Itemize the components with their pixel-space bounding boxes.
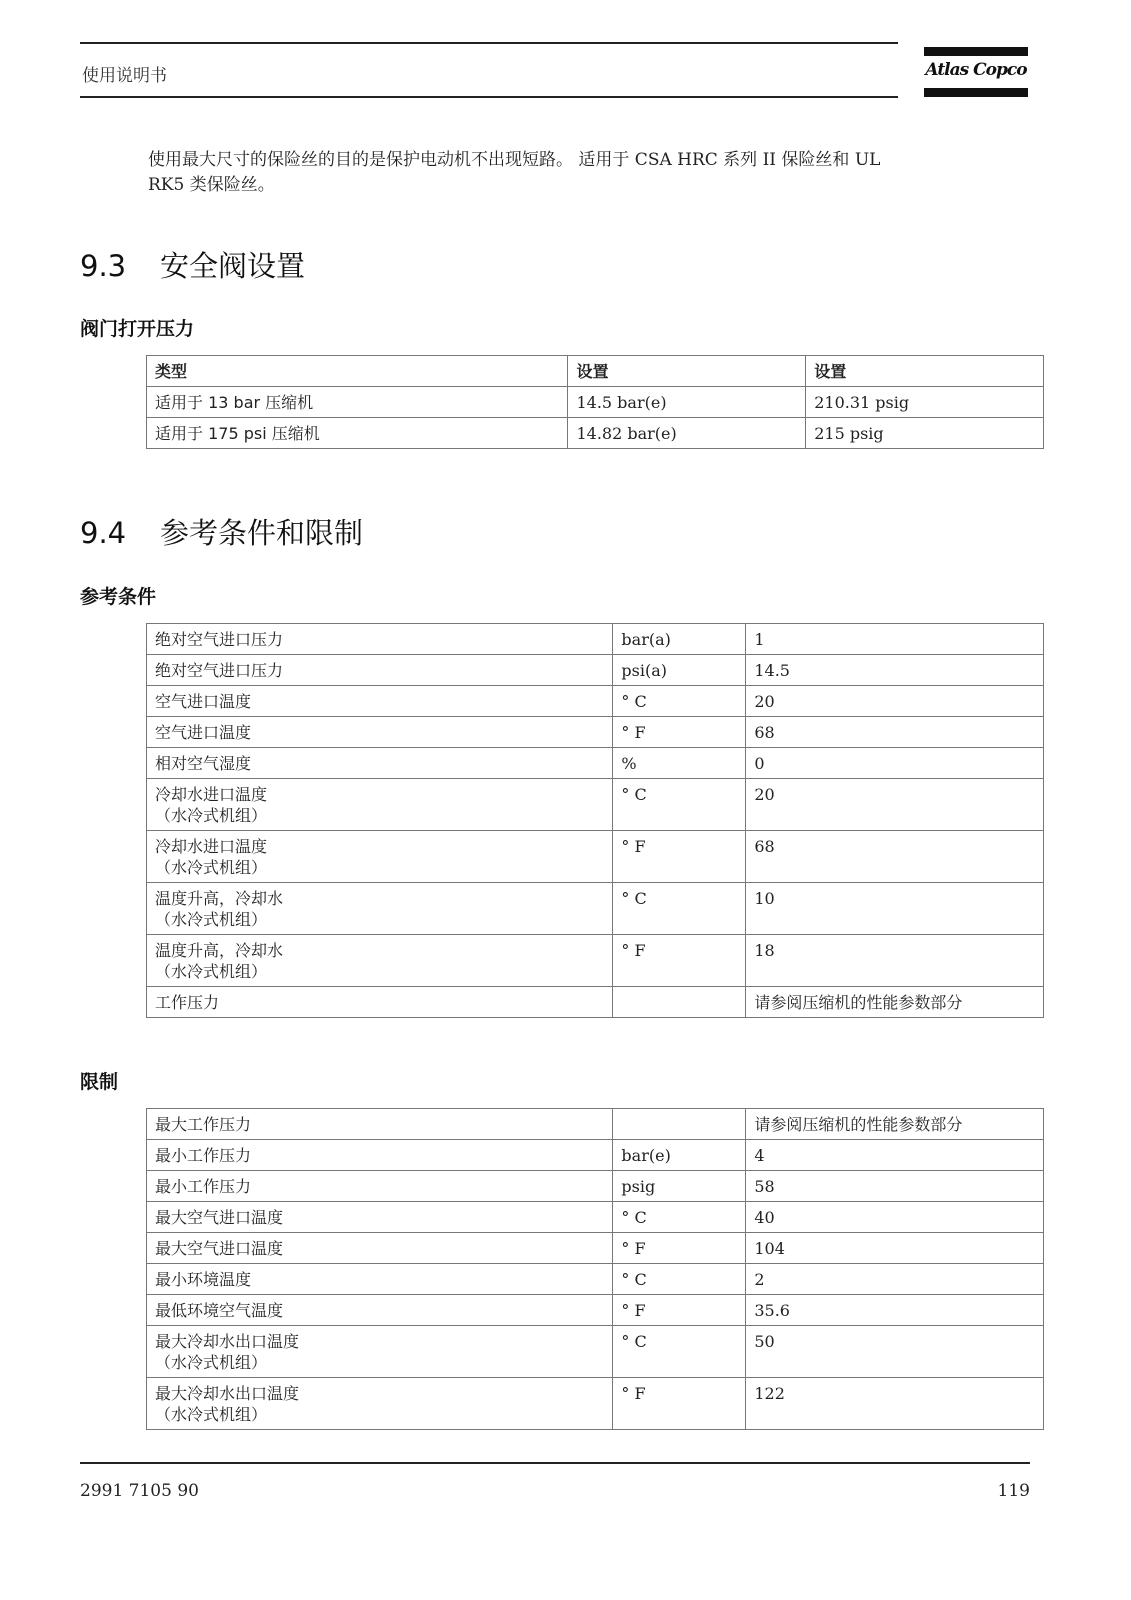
table-row bbox=[147, 1264, 1044, 1295]
limits-heading: 限制 bbox=[80, 1071, 119, 1093]
logo-bottom-bar bbox=[924, 88, 1028, 97]
cell-setting-bar: 14.5 bar(e) bbox=[568, 387, 806, 418]
logo-text: Atlas Copco bbox=[925, 60, 1027, 80]
parameter-name: 最小工作压力 bbox=[155, 1177, 252, 1196]
parameter-note: （水冷式机组） bbox=[155, 1353, 268, 1372]
logo-top-bar bbox=[924, 47, 1028, 56]
cell-value: 2 bbox=[746, 1264, 1044, 1295]
document-number: 2991 7105 90 bbox=[80, 1481, 199, 1501]
parameter-note: （水冷式机组） bbox=[155, 806, 268, 825]
cell-value: 58 bbox=[746, 1171, 1044, 1202]
cell-parameter bbox=[147, 1171, 613, 1202]
table-row bbox=[147, 987, 1044, 1018]
header-bottom-rule bbox=[80, 96, 898, 98]
table-row bbox=[147, 418, 1044, 449]
cell-parameter bbox=[147, 1378, 613, 1430]
cell-value: 20 bbox=[746, 779, 1044, 831]
section-9-4-heading bbox=[80, 511, 363, 552]
parameter-name: 最大冷却水出口温度 bbox=[155, 1384, 300, 1403]
col-header-setting-bar: 设置 bbox=[568, 356, 806, 387]
table-row bbox=[147, 1233, 1044, 1264]
table-row bbox=[147, 655, 1044, 686]
cell-parameter bbox=[147, 1295, 613, 1326]
cell-parameter bbox=[147, 987, 613, 1018]
table-row bbox=[147, 717, 1044, 748]
intro-paragraph bbox=[148, 148, 1028, 198]
table-row bbox=[147, 1326, 1044, 1378]
table-row bbox=[147, 1171, 1044, 1202]
parameter-name: 最小环境温度 bbox=[155, 1270, 252, 1289]
cell-value: 请参阅压缩机的性能参数部分 bbox=[746, 1109, 1044, 1140]
cell-unit: ° F bbox=[613, 1378, 746, 1430]
cell-value: 68 bbox=[746, 831, 1044, 883]
header-top-rule bbox=[80, 42, 898, 44]
cell-parameter bbox=[147, 935, 613, 987]
cell-parameter bbox=[147, 883, 613, 935]
section-title: 参考条件和限制 bbox=[160, 516, 364, 550]
cell-value: 104 bbox=[746, 1233, 1044, 1264]
cell-unit: ° C bbox=[613, 1326, 746, 1378]
table-row bbox=[147, 1109, 1044, 1140]
cell-parameter bbox=[147, 717, 613, 748]
parameter-name: 最大空气进口温度 bbox=[155, 1208, 284, 1227]
table-row bbox=[147, 686, 1044, 717]
cell-parameter bbox=[147, 1326, 613, 1378]
cell-unit bbox=[613, 987, 746, 1018]
parameter-name: 绝对空气进口压力 bbox=[155, 661, 284, 680]
cell-unit: % bbox=[613, 748, 746, 779]
parameter-name: 空气进口温度 bbox=[155, 692, 252, 711]
parameter-name: 工作压力 bbox=[155, 993, 220, 1012]
parameter-name: 空气进口温度 bbox=[155, 723, 252, 742]
intro-line-2: RK5 类保险丝。 bbox=[148, 175, 275, 195]
parameter-name: 冷却水进口温度 bbox=[155, 785, 268, 804]
parameter-name: 冷却水进口温度 bbox=[155, 837, 268, 856]
table-row bbox=[147, 624, 1044, 655]
header-title: 使用说明书 bbox=[82, 66, 167, 86]
col-header-setting-psi: 设置 bbox=[806, 356, 1044, 387]
cell-setting-psi: 210.31 psig bbox=[806, 387, 1044, 418]
parameter-name: 最大工作压力 bbox=[155, 1115, 252, 1134]
table-row bbox=[147, 883, 1044, 935]
parameter-note: （水冷式机组） bbox=[155, 1405, 268, 1424]
section-number: 9.4 bbox=[80, 516, 127, 550]
limits-table bbox=[146, 1108, 1044, 1430]
table-row bbox=[147, 387, 1044, 418]
parameter-name: 最大空气进口温度 bbox=[155, 1239, 284, 1258]
cell-value: 18 bbox=[746, 935, 1044, 987]
parameter-name: 相对空气湿度 bbox=[155, 754, 252, 773]
cell-parameter bbox=[147, 748, 613, 779]
cell-parameter bbox=[147, 779, 613, 831]
cell-value: 0 bbox=[746, 748, 1044, 779]
parameter-name: 最小工作压力 bbox=[155, 1146, 252, 1165]
col-header-type: 类型 bbox=[147, 356, 568, 387]
reference-conditions-heading: 参考条件 bbox=[80, 586, 157, 608]
cell-unit: ° C bbox=[613, 779, 746, 831]
page-number: 119 bbox=[997, 1481, 1030, 1501]
cell-value: 40 bbox=[746, 1202, 1044, 1233]
cell-value: 68 bbox=[746, 717, 1044, 748]
parameter-name: 最低环境空气温度 bbox=[155, 1301, 284, 1320]
cell-unit: ° C bbox=[613, 1264, 746, 1295]
table-row bbox=[147, 779, 1044, 831]
table-row bbox=[147, 1378, 1044, 1430]
atlas-copco-logo bbox=[924, 47, 1028, 97]
cell-value: 请参阅压缩机的性能参数部分 bbox=[746, 987, 1044, 1018]
section-9-3-heading bbox=[80, 244, 305, 285]
cell-value: 35.6 bbox=[746, 1295, 1044, 1326]
cell-value: 20 bbox=[746, 686, 1044, 717]
table-header-row bbox=[147, 356, 1044, 387]
parameter-name: 绝对空气进口压力 bbox=[155, 630, 284, 649]
intro-line-1: 使用最大尺寸的保险丝的目的是保护电动机不出现短路。 适用于 CSA HRC 系列 II 保险丝和 UL bbox=[148, 150, 881, 170]
cell-value: 50 bbox=[746, 1326, 1044, 1378]
cell-unit bbox=[613, 1109, 746, 1140]
table-row bbox=[147, 1140, 1044, 1171]
cell-type: 适用于 13 bar 压缩机 bbox=[147, 387, 568, 418]
cell-unit: ° C bbox=[613, 686, 746, 717]
parameter-note: （水冷式机组） bbox=[155, 858, 268, 877]
cell-value: 1 bbox=[746, 624, 1044, 655]
parameter-name: 温度升高，冷却水 bbox=[155, 941, 284, 960]
cell-parameter bbox=[147, 1140, 613, 1171]
cell-setting-psi: 215 psig bbox=[806, 418, 1044, 449]
cell-unit: ° F bbox=[613, 831, 746, 883]
parameter-name: 温度升高，冷却水 bbox=[155, 889, 284, 908]
table-row bbox=[147, 1295, 1044, 1326]
cell-parameter bbox=[147, 686, 613, 717]
cell-unit: bar(e) bbox=[613, 1140, 746, 1171]
cell-unit: psig bbox=[613, 1171, 746, 1202]
section-title: 安全阀设置 bbox=[160, 249, 306, 283]
cell-unit: ° F bbox=[613, 1233, 746, 1264]
cell-setting-bar: 14.82 bar(e) bbox=[568, 418, 806, 449]
cell-parameter bbox=[147, 624, 613, 655]
table-row bbox=[147, 831, 1044, 883]
cell-parameter bbox=[147, 1233, 613, 1264]
cell-unit: ° C bbox=[613, 1202, 746, 1233]
cell-type: 适用于 175 psi 压缩机 bbox=[147, 418, 568, 449]
cell-unit: bar(a) bbox=[613, 624, 746, 655]
footer-rule bbox=[80, 1462, 1030, 1464]
cell-parameter bbox=[147, 831, 613, 883]
cell-unit: ° F bbox=[613, 717, 746, 748]
table-row bbox=[147, 935, 1044, 987]
cell-value: 10 bbox=[746, 883, 1044, 935]
parameter-note: （水冷式机组） bbox=[155, 910, 268, 929]
safety-valve-table bbox=[146, 355, 1044, 449]
cell-parameter bbox=[147, 1264, 613, 1295]
cell-parameter bbox=[147, 655, 613, 686]
cell-value: 14.5 bbox=[746, 655, 1044, 686]
table-row bbox=[147, 1202, 1044, 1233]
table-row bbox=[147, 748, 1044, 779]
valve-opening-pressure-heading: 阀门打开压力 bbox=[80, 318, 195, 340]
cell-parameter bbox=[147, 1202, 613, 1233]
parameter-name: 最大冷却水出口温度 bbox=[155, 1332, 300, 1351]
cell-value: 4 bbox=[746, 1140, 1044, 1171]
reference-conditions-table bbox=[146, 623, 1044, 1018]
cell-unit: ° F bbox=[613, 935, 746, 987]
cell-parameter bbox=[147, 1109, 613, 1140]
cell-unit: ° C bbox=[613, 883, 746, 935]
section-number: 9.3 bbox=[80, 249, 127, 283]
cell-unit: psi(a) bbox=[613, 655, 746, 686]
cell-value: 122 bbox=[746, 1378, 1044, 1430]
cell-unit: ° F bbox=[613, 1295, 746, 1326]
parameter-note: （水冷式机组） bbox=[155, 962, 268, 981]
